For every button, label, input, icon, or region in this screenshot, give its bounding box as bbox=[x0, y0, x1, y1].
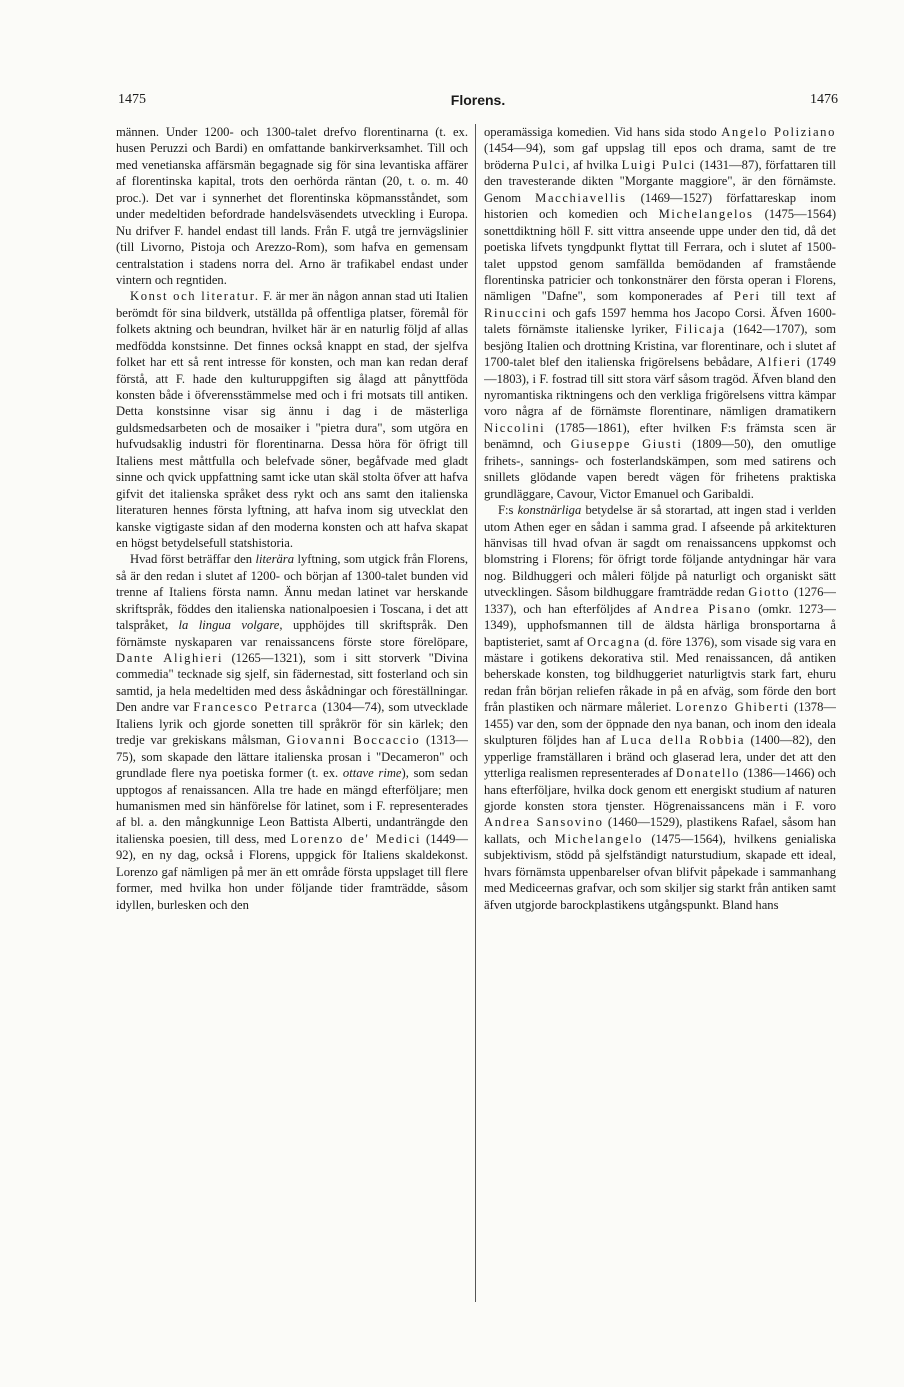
person-name: Macchiavellis bbox=[535, 190, 627, 205]
left-column bbox=[116, 124, 468, 1304]
column-divider bbox=[475, 124, 476, 1302]
person-name: Lorenzo de' Medici bbox=[290, 831, 422, 846]
text: (1460—1529), plastikens Rafael, såsom han kallats, och bbox=[484, 815, 836, 846]
page-header bbox=[118, 92, 838, 112]
person-name: Angelo Poliziano bbox=[721, 125, 836, 139]
person-name: Orcagna bbox=[586, 634, 641, 649]
person-name: Michelangelos bbox=[658, 207, 754, 222]
person-name: Giotto bbox=[748, 585, 791, 600]
text: (1265—1321), som i sitt storverk "Divina commedia" tecknade sig sjelf, sin fädernestad, sitt fosterland och sin samtid, ja hela medeltiden med dess åskådningar och föreställningar. Den andre var bbox=[116, 651, 468, 715]
text: (1304—74), som utvecklade Italiens lyrik och gjorde sonetten till språkrör för sin kärlek; den tredje var grekiskans målsman, bbox=[116, 700, 468, 748]
paragraph bbox=[116, 288, 468, 551]
section-heading: Konst och literatur. bbox=[130, 289, 260, 304]
emphasis: literära bbox=[255, 552, 294, 567]
text: F. är mer än någon annan stad uti Italien berömdt för sina bildverk, utställda på offentliga platser, föremål för folkets aktning och beundran, hvilket här är en naturlig följd af allas medfödda konstsinne. Det finnes också knappt en stad, der sjelfva folket har ett så rent intresse för konsten, och man kan redan deraf förstå, att F. hade den kulturuppgiften sig ålagd att pånyttföda konsten både i öfverensstämmelse med och i fri motsats till antiken. Detta konstsinne visar sig ännu i dag i de mästerliga guldsmedsarbeten och de mosaiker i "pietra dura", som utgöra en hufvudsaklig industri för florentinarna. Dessa höra för öfrigt till Italiens mest måttfulla och belefvade söner, begåfvade med gladt sinne och qvick uppfattning samt icke utan skäl stolta öfver att hafva gifvit det italienska språket dess rykt och ans samt den italienska literaturen hennes första lyftning, att hafva inom sig utvecklat den kanske vigtigaste sidan af den moderna konsten och att hafva skapat en högst betydelsefull statshistoria. bbox=[116, 289, 468, 550]
person-name: Dante Alighieri bbox=[116, 651, 224, 665]
text: (1785—1861), efter hvilken F:s främsta scen är benämnd, och bbox=[484, 420, 836, 452]
right-column bbox=[484, 124, 836, 1304]
paragraph bbox=[484, 502, 836, 913]
text: (1749—1803), i F. fostrad till sitt stora värf såsom tragöd. Äfven bland den nyromantiska riktningens och den verkliga frigörelsens vittra kämpar voro några af de förnämste florentinare, nämligen dramatikern bbox=[484, 355, 836, 419]
emphasis: ottave rime bbox=[342, 766, 402, 781]
text: (1313—75), som skapade den lättare italienska prosan i "Decameron" och grundlade flere nya poetiska former (t. ex. bbox=[116, 733, 468, 781]
text: (1431—87), författaren till den travesterande dikten "Morgante maggiore", är den förnämste. Genom bbox=[484, 157, 836, 205]
paragraph bbox=[484, 124, 836, 502]
text: ), som sedan upptogos af renaissancen. Alla tre hade en mängd efterföljare; men humanismen med sin hänförelse för latinet, som i F. representerades af bl. a. den mångkunnige Leon Battista Alberti, undanträngde den italienska poesien, till dess, med bbox=[116, 766, 468, 846]
person-name: Peri bbox=[733, 289, 761, 304]
text: (1400—82), den ypperlige framställaren i bränd och glaserad lera, under det att den ytterliga realismen representerades af bbox=[484, 733, 836, 781]
text: , upphöjdes till skriftspråk. Den förnämste nyskaparen var renaissancens förste store förelöpare, bbox=[116, 618, 468, 649]
person-name: Pulci bbox=[532, 157, 567, 172]
text: lyftning, som utgick från Florens, så är den redan i slutet af 1200- och början af 1300-talet bunden vid trenne af Italiens första namn. Ännu medan latinet var herskande skriftspråk, föddes den italienska nationalpoesien i Toscana, i det att talspråket, bbox=[116, 552, 468, 633]
emphasis: konstnärliga bbox=[517, 503, 582, 518]
paragraph bbox=[116, 124, 468, 288]
text: Hvad först beträffar den bbox=[130, 552, 253, 567]
text: (1809—50), den omutlige frihets-, sannings- och fosterlandskämpen, som med satirens och snillets glödande vapen beredt vägen för frihetens praktiska grundläggare, Cavour, Victor Emanuel och Garibaldi. bbox=[484, 437, 836, 501]
person-name: Francesco Petrarca bbox=[193, 700, 319, 715]
running-title: Florens. bbox=[450, 92, 506, 108]
text: (d. före 1376), som visade sig vara en mästare i gotikens dekorativa stil. Med renaissancen, då antiken beherskade konsten, tog bildhuggeriet naturligtvis stark fart, ehuru redan från början reliefen råkade in på en afväg, som förde den bort från plastiken och närmare måleriet. bbox=[484, 634, 836, 715]
text: (1475—1564) sonettdiktning höll F. sitt vittra anseende uppe under den tid, då det poetiska lifvets tyngdpunkt flyttat till Ferrara, och i slutet af 1500-talet uppstod genom samfällda bemödanden af framstående florentinska patricier och tonkonstnärer den första operan i Florens, nämligen "Dafne", som komponerades af bbox=[484, 207, 836, 304]
page-number-right: 1476 bbox=[810, 92, 838, 107]
text: (1276—1337), och han efterföljdes af bbox=[484, 585, 836, 616]
person-name: Niccolini bbox=[484, 420, 546, 435]
person-name: Lorenzo Ghiberti bbox=[675, 700, 790, 715]
person-name: Luca della Robbia bbox=[621, 733, 746, 748]
person-name: Donatello bbox=[675, 766, 740, 781]
text: till text af bbox=[771, 289, 836, 304]
paragraph bbox=[116, 551, 468, 913]
person-name: Luigi Pulci bbox=[621, 157, 697, 172]
text: , af hvilka bbox=[566, 157, 618, 172]
text: betydelse är så storartad, att ingen stad i verlden utom Athen eger en sådan i samma grad. I afseende på arkitekturen hänvisas till hvad ofvan är sagdt om renaissancens uppkomst och blomstring i Florens; för öfrigt torde följande antydningar här vara nog. Bildhuggeri och måleri följde på naturligt och organiskt sätt utvecklingen. Såsom bildhuggare framträdde redan bbox=[484, 503, 836, 600]
person-name: Giuseppe Giusti bbox=[570, 437, 683, 452]
page-number-left: 1475 bbox=[118, 92, 146, 107]
text: (1469—1527) författareskap inom historien och komedien och bbox=[484, 190, 836, 222]
text: männen. Under 1200- och 1300-talet drefvo florentinarna (t. ex. husen Peruzzi och Bardi) en omfattande bankirverksamhet. Till och med venetianska affärsmän begagnade sig för sina levantiska affärer af florentinska kapital, trots den oerhörda räntan (20, t. o. m. 40 proc.). Det var i synnerhet det florentinska köpmansståndet, som under medeltiden befordrade handelsväsendets utveckling i Europa. Nu drifver F. handel endast till lands. Från F. utgå tre jernvägslinier (till Livorno, Pistoja och Arezzo-Rom), som hafva en gemensam centralstation i stadens norra del. Arno är trafikabel endast under vintern och regntiden. bbox=[116, 125, 468, 287]
person-name: Alfieri bbox=[757, 355, 802, 370]
text: operamässiga komedien. Vid hans sida stodo bbox=[484, 125, 717, 139]
person-name: Filicaja bbox=[675, 322, 726, 337]
person-name: Rinuccini bbox=[484, 305, 548, 320]
person-name: Andrea Sansovino bbox=[484, 815, 604, 830]
text: (1386—1466) och hans efterföljare, hvilka dock genom ett energiskt studium af naturen gjorde konsten stora tjenster. Högrenaissancens män i F. voro bbox=[484, 766, 836, 813]
text: (1642—1707), som besjöng Italien och drottning Kristina, var florentinare, och i slutet af 1700-talet blef den italienska frigörelsens bebådare, bbox=[484, 322, 836, 370]
text: (1378—1455) var den, som der öppnade den nya banan, och inom den ideala skulpturen följdes han af bbox=[484, 700, 836, 748]
text: och gafs 1597 hemma hos Jacopo Corsi. Äfven 1600-talets förnämste italienske lyriker, bbox=[484, 305, 836, 337]
text: (1475—1564), hvilkens genialiska subjektivism, stödd på sjelfständigt naturstudium, skapade ett ideal, hvars förnämsta uppenbarelser ofvan blifvit påpekade i sammanhang med Mediceernas grafvar, och som skiljer sig starkt från antiken samt äfven utgjorde barockplastikens utgångspunkt. Bland hans bbox=[484, 831, 836, 912]
person-name: Andrea Pisano bbox=[653, 601, 752, 616]
text: F:s bbox=[498, 503, 514, 518]
text: (omkr. 1273—1349), upphofsmannen till de äldsta härliga bronsportarna å baptisteriet, samt af bbox=[484, 601, 836, 649]
text: (1454—94), som gaf uppslag till epos och drama, samt de tre bröderna bbox=[484, 141, 836, 172]
person-name: Giovanni Boccaccio bbox=[286, 733, 421, 748]
person-name: Michelangelo bbox=[554, 831, 644, 846]
emphasis: la lingua volgare bbox=[178, 618, 280, 633]
text: (1449—92), en ny dag, också i Florens, uppgick för Italiens skaldekonst. Lorenzo gaf nämligen på mer än ett område första uppslaget till flere former, med hvilka hon under följande tider framträdde, såsom idyllen, burlesken och den bbox=[116, 831, 468, 912]
